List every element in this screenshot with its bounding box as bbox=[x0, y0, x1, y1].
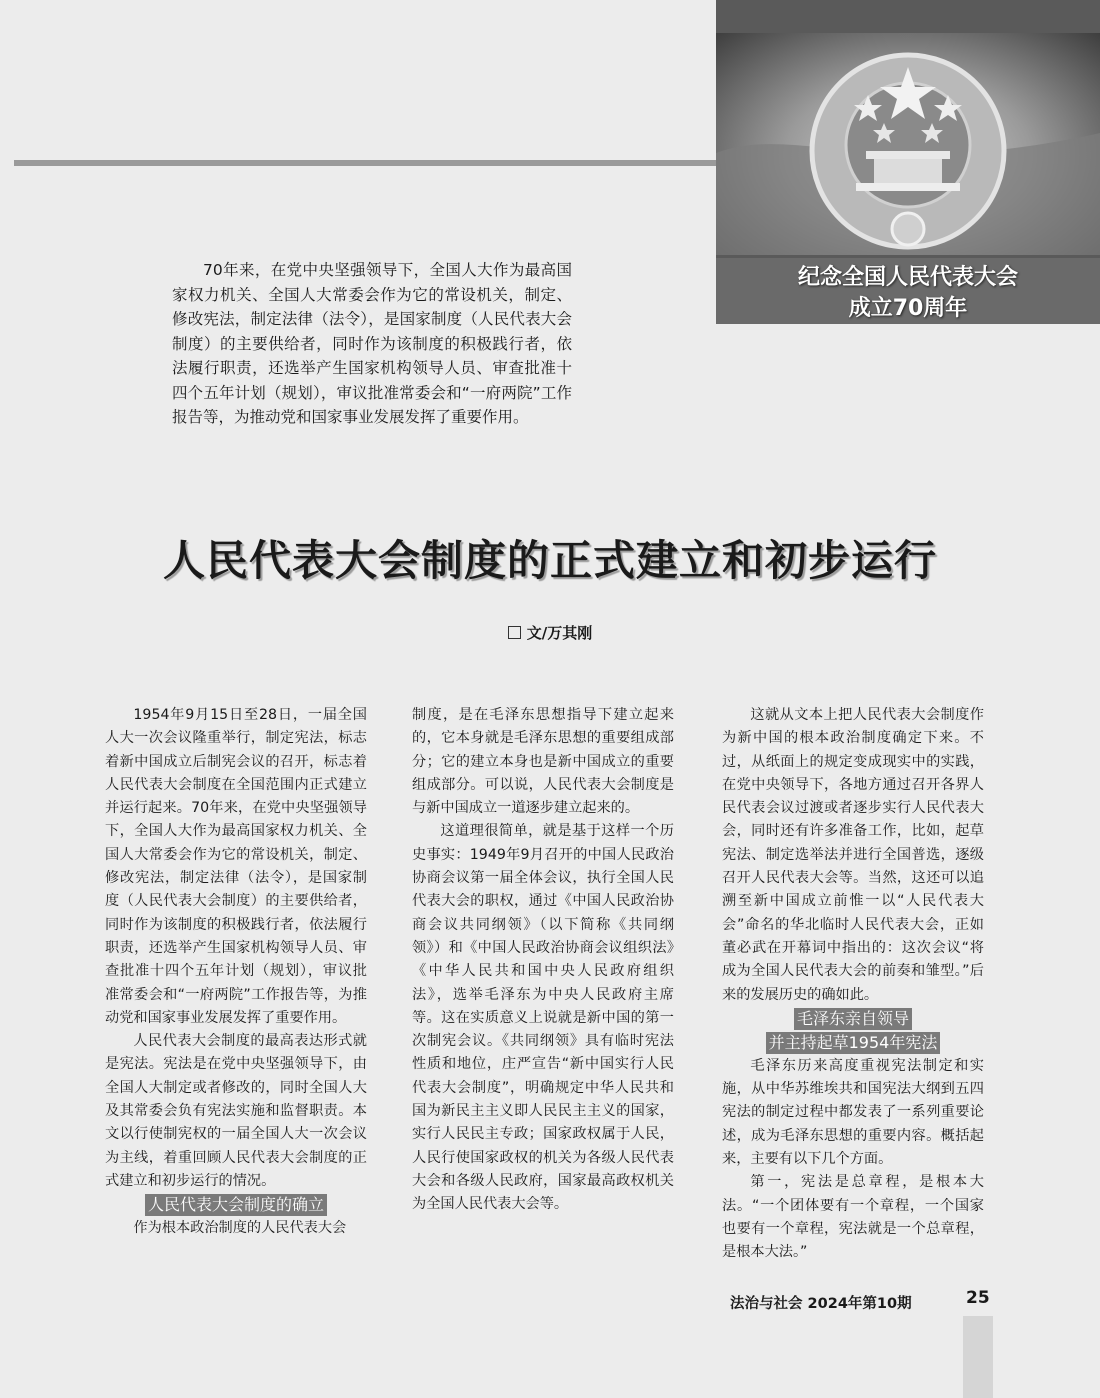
national-emblem-icon bbox=[716, 33, 1100, 255]
byline bbox=[0, 622, 1100, 643]
paragraph: 这道理很简单，就是基于这样一个历史事实：1949年9月召开的中国人民政治协商会议第一届全体会议，执行全国人民代表大会的职权，通过《中国人民政治协商会议共同纲领》（以下简称《共同纲领》）和《中国人民政治协商会议组织法》《中华人民共和国中央人民政府组织法》，选举毛泽东为中央人民政府主席等。这在实质意义上说就是新中国的第一次制宪会议。《共同纲领》具有临时宪法性质和地位，庄严宣告“新中国实行人民代表大会制度”，明确规定中华人民共和国为新民主主义即人民民主主义的国家，实行人民民主专政；国家政权属于人民，人民行使国家政权的机关为各级人民代表大会和各级人民政府，国家最高政权机关为全国人民代表大会等。 bbox=[412, 823, 674, 1213]
section-heading bbox=[722, 1007, 984, 1055]
article-title: 人民代表大会制度的正式建立和初步运行 bbox=[162, 536, 937, 585]
paragraph: 第一，宪法是总章程，是根本大法。“一个团体要有一个章程，一个国家也要有一个章程，宪法就是一个总章程，是根本大法。” bbox=[722, 1174, 984, 1261]
byline-text: 文/万其刚 bbox=[526, 624, 593, 642]
body-column-2 bbox=[412, 704, 674, 1217]
section-heading bbox=[105, 1193, 367, 1217]
page-number: 25 bbox=[966, 1288, 990, 1308]
paragraph: 1954年9月15日至28日，一届全国人大一次会议隆重举行，制定宪法，标志着新中国成立后制宪会议的召开，标志着人民代表大会制度在全国范围内正式建立并运行起来。70年来，在党中央坚强领导下，全国人大作为最高国家权力机关、全国人大常委会作为它的常设机关，制定、修改宪法，制定法律（法令），是国家制度（人民代表大会制度）的主要供给者，同时作为该制度的积极践行者，依法履行职责，还选举产生国家机构领导人员、审查批准十四个五年计划（规划），审议批准常委会和“一府两院”工作报告等，为推动党和国家事业发展发挥了重要作用。 bbox=[105, 707, 367, 1026]
body-column-3 bbox=[722, 704, 984, 1265]
section-heading-line2: 并主持起草1954年宪法 bbox=[766, 1032, 941, 1054]
body-column-1 bbox=[105, 704, 367, 1241]
paragraph: 作为根本政治制度的人民代表大会 bbox=[133, 1220, 347, 1237]
header-rule bbox=[14, 160, 716, 166]
section-heading-text: 人民代表大会制度的确立 bbox=[145, 1194, 327, 1216]
journal-footer: 法治与社会 2024年第10期 bbox=[730, 1296, 912, 1312]
square-icon bbox=[508, 626, 521, 639]
paragraph: 制度，是在毛泽东思想指导下建立起来的，它本身就是毛泽东思想的重要组成部分；它的建立本身也是新中国成立的重要组成部分。可以说，人民代表大会制度是与新中国成立一道逐步建立起来的。 bbox=[412, 707, 674, 817]
section-heading-line1: 毛泽东亲自领导 bbox=[794, 1008, 912, 1030]
paragraph: 毛泽东历来高度重视宪法制定和实施，从中华苏维埃共和国宪法大纲到五四宪法的制定过程中都发表了一系列重要论述，成为毛泽东思想的重要内容。概括起来，主要有以下几个方面。 bbox=[722, 1057, 984, 1168]
lead-paragraph: 70年来，在党中央坚强领导下，全国人大作为最高国家权力机关、全国人大常委会作为它的常设机关，制定、修改宪法，制定法律（法令），是国家制度（人民代表大会制度）的主要供给者，同时作为该制度的积极践行者，依法履行职责，还选举产生国家机构领导人员、审查批准十四个五年计划（规划），审议批准常委会和“一府两院”工作报告等，为推动党和国家事业发展发挥了重要作用。 bbox=[172, 261, 572, 426]
page-edge-tab bbox=[963, 1316, 993, 1398]
hero-banner bbox=[716, 0, 1100, 324]
hero-caption-line1: 纪念全国人民代表大会 bbox=[797, 265, 1018, 290]
paragraph: 这就从文本上把人民代表大会制度作为新中国的根本政治制度确定下来。不过，从纸面上的规定变成现实中的实践，在党中央领导下，各地方通过召开各界人民代表会议过渡或者逐步实行人民代表大会，同时还有许多准备工作，比如，起草宪法、制定选举法并进行全国普选，逐级召开人民代表大会等。当然，这还可以追溯至新中国成立前惟一以“人民代表大会”命名的华北临时人民代表大会，正如董必武在开幕词中指出的：这次会议“将成为全国人民代表大会的前奏和雏型。”后来的发展历史的确如此。 bbox=[722, 707, 984, 1003]
national-emblem-image bbox=[716, 33, 1100, 255]
hero-caption bbox=[716, 258, 1100, 324]
paragraph: 人民代表大会制度的最高表达形式就是宪法。宪法是在党中央坚强领导下，由全国人大制定或者修改的，同时全国人大及其常委会负有宪法实施和监督职责。本文以行使制宪权的一届全国人大一次会议为主线，着重回顾人民代表大会制度的正式建立和初步运行的情况。 bbox=[105, 1033, 367, 1189]
hero-caption-line2: 成立70周年 bbox=[848, 296, 968, 321]
